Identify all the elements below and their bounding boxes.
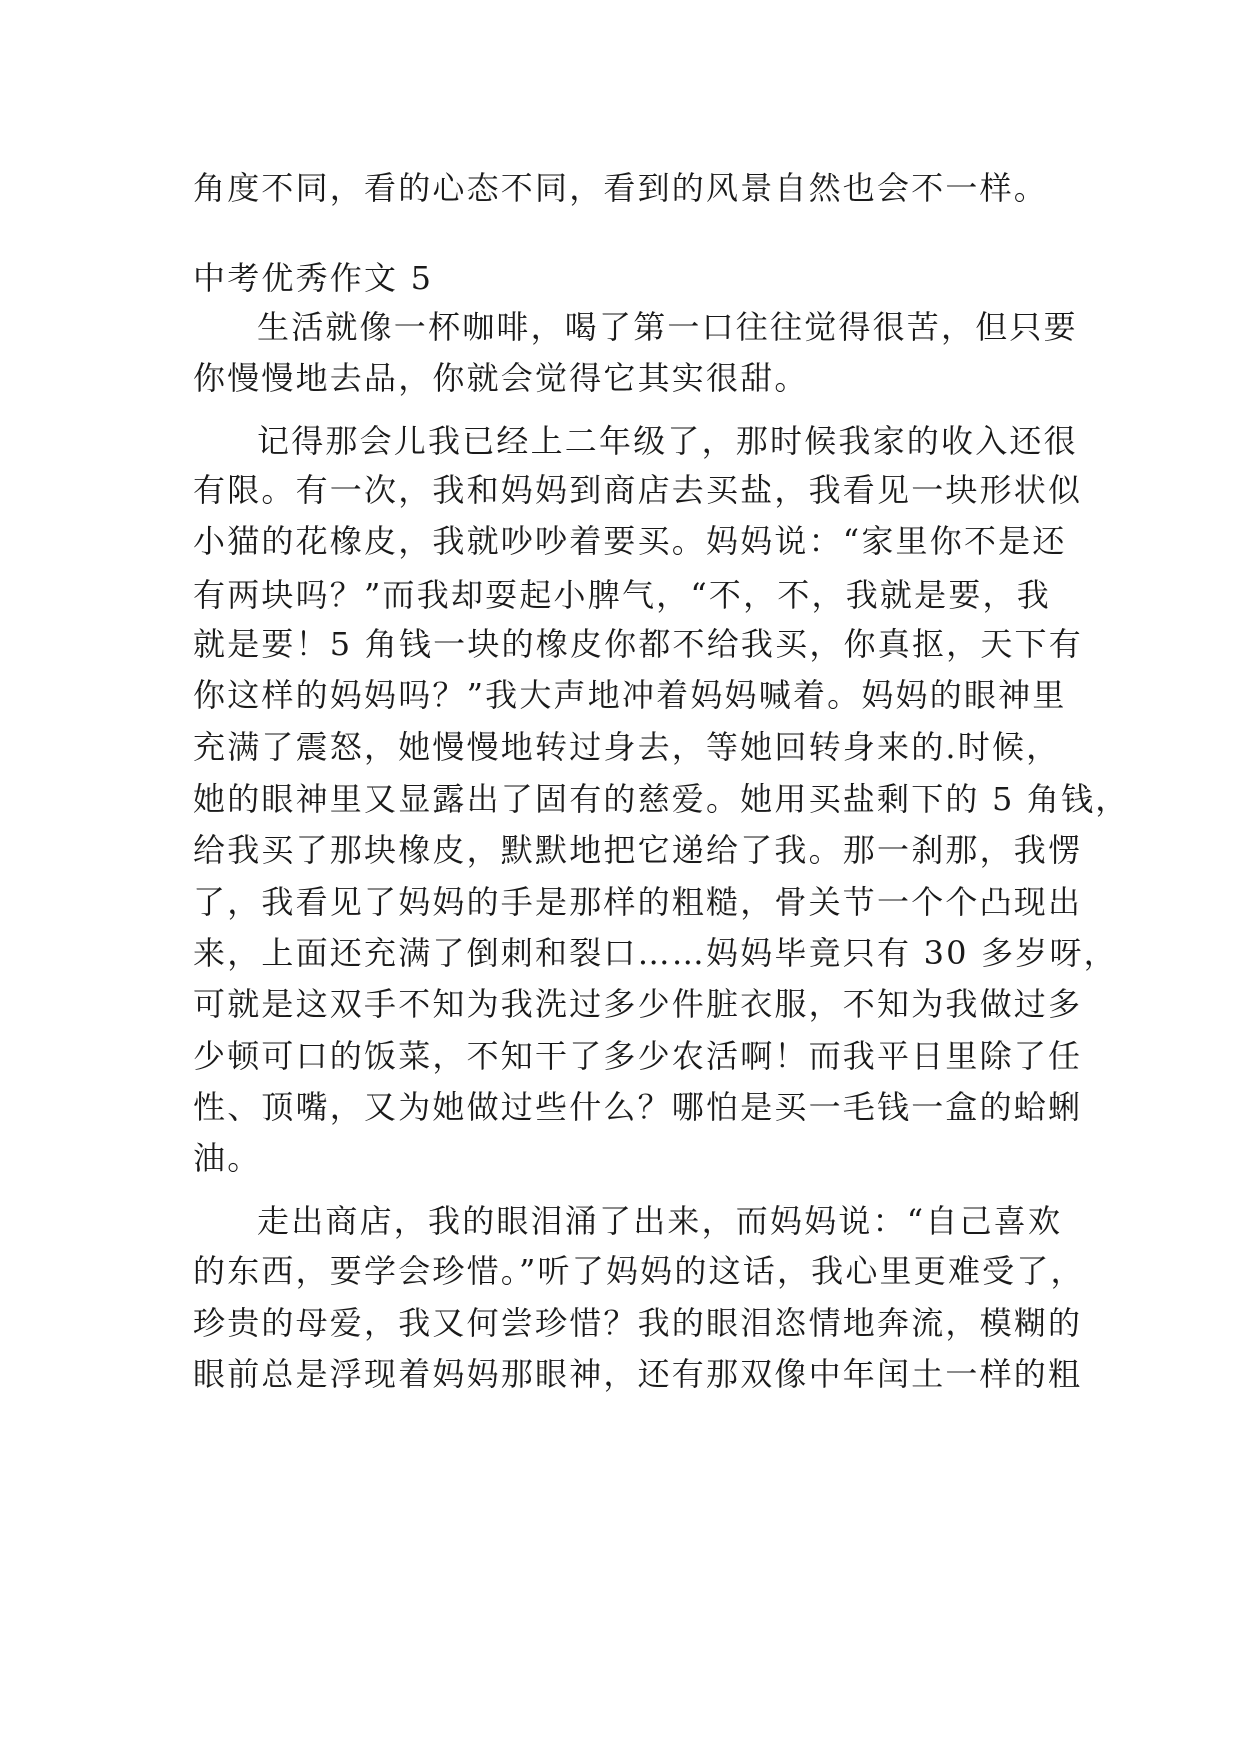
text-line: 的东西，要学会珍惜。”听了妈妈的这话，我心里更难受了， [193, 1252, 1085, 1290]
text-line: 眼前总是浮现着妈妈那眼神，还有那双像中年闰土一样的粗 [193, 1355, 1083, 1393]
text-line: 了，我看见了妈妈的手是那样的粗糙，骨关节一个个凸现出 [193, 883, 1083, 921]
text-line: 油。 [193, 1139, 262, 1177]
text-line: 记得那会儿我已经上二年级了，那时候我家的收入还很 [257, 422, 1078, 460]
text-line: 有限。有一次，我和妈妈到商店去买盐，我看见一块形状似 [193, 471, 1083, 509]
text-line: 给我买了那块橡皮，默默地把它递给了我。那一刹那，我愣 [193, 831, 1083, 869]
text-line: 小猫的花橡皮，我就吵吵着要买。妈妈说：“家里你不是还 [193, 522, 1067, 560]
text-line: 来，上面还充满了倒刺和裂口……妈妈毕竟只有 30 多岁呀， [193, 934, 1118, 972]
text-line: 少顿可口的饭菜，不知干了多少农活啊！而我平日里除了任 [193, 1037, 1083, 1075]
text-line: 你慢慢地去品，你就会觉得它其实很甜。 [193, 359, 809, 397]
section-heading: 中考优秀作文 5 [193, 259, 434, 297]
text-line: 角度不同，看的心态不同，看到的风景自然也会不一样。 [193, 169, 1049, 207]
text-line: 充满了震怒，她慢慢地转过身去，等她回转身来的.时候， [193, 728, 1061, 766]
text-line: 生活就像一杯咖啡，喝了第一口往往觉得很苦，但只要 [257, 308, 1078, 346]
text-line: 就是要！5 角钱一块的橡皮你都不给我买，你真抠，天下有 [193, 625, 1083, 663]
text-line: 性、顶嘴，又为她做过些什么？哪怕是买一毛钱一盒的蛤蜊 [193, 1088, 1083, 1126]
text-line: 她的眼神里又显露出了固有的慈爱。她用买盐剩下的 5 角钱， [193, 780, 1130, 818]
text-line: 走出商店，我的眼泪涌了出来，而妈妈说：“自己喜欢 [257, 1202, 1063, 1240]
text-line: 珍贵的母爱，我又何尝珍惜？我的眼泪恣情地奔流，模糊的 [193, 1304, 1083, 1342]
text-line: 可就是这双手不知为我洗过多少件脏衣服，不知为我做过多 [193, 985, 1083, 1023]
text-line: 有两块吗？”而我却耍起小脾气，“不，不，我就是要，我 [193, 576, 1051, 614]
text-line: 你这样的妈妈吗？”我大声地冲着妈妈喊着。妈妈的眼神里 [193, 676, 1067, 714]
